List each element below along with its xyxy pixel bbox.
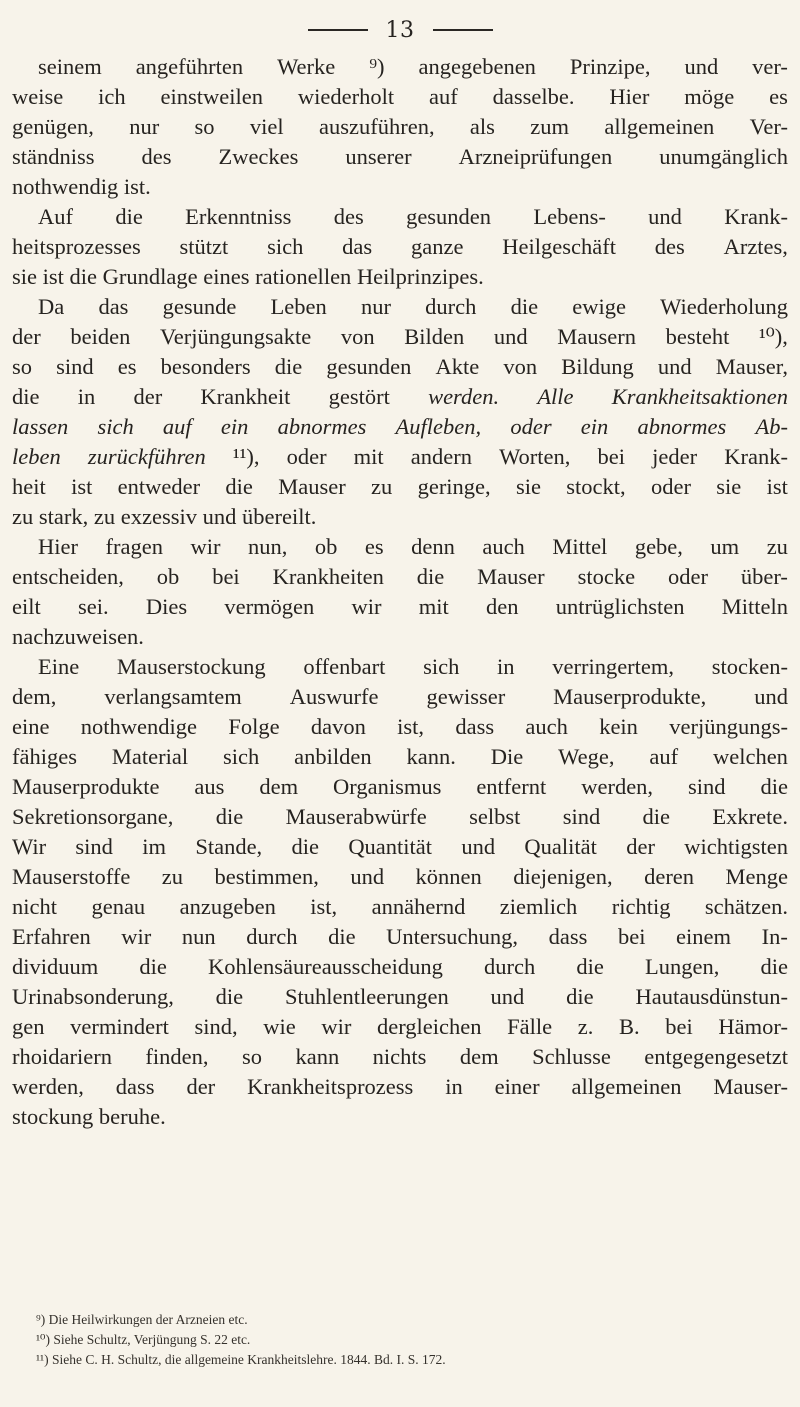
text-line: fähiges Material sich anbilden kann. Die Wege, auf welchen [12, 744, 788, 769]
text-line: dividuum die Kohlensäureausscheidung durch die Lungen, die [12, 954, 788, 979]
text-line: rhoidariern finden, so kann nichts dem Schlusse entgegengesetzt [12, 1044, 788, 1069]
text-line: Erfahren wir nun durch die Untersuchung, dass bei einem In- [12, 924, 788, 949]
footnote: ¹⁰) Siehe Schultz, Verjüngung S. 22 etc. [36, 1332, 251, 1347]
text-line: eine nothwendige Folge davon ist, dass auch kein verjüngungs- [12, 714, 788, 739]
text-line: Sekretionsorgane, die Mauserabwürfe selbst sind die Exkrete. [12, 804, 788, 829]
text-line: leben zurückführen ¹¹), oder mit andern Worten, bei jeder Krank- [12, 444, 788, 469]
text-line: weise ich einstweilen wiederholt auf dasselbe. Hier möge es [12, 84, 788, 109]
text-line: genügen, nur so viel auszuführen, als zum allgemeinen Ver- [12, 114, 788, 139]
text-line: der beiden Verjüngungsakte von Bilden und Mausern besteht ¹⁰), [12, 324, 788, 349]
text-line: nachzuweisen. [12, 624, 144, 649]
text-line: Eine Mauserstockung offenbart sich in verringertem, stocken- [38, 654, 788, 679]
text-line: nothwendig ist. [12, 174, 151, 199]
text-line: gen vermindert sind, wie wir dergleichen Fälle z. B. bei Hämor- [12, 1014, 788, 1039]
text-line: Mauserprodukte aus dem Organismus entfernt werden, sind die [12, 774, 788, 799]
text-line: entscheiden, ob bei Krankheiten die Mauser stocke oder über- [12, 564, 788, 589]
footnotes [36, 1310, 776, 1370]
text-line: Urinabsonderung, die Stuhlentleerungen und die Hautausdünstun- [12, 984, 788, 1009]
text-line: Auf die Erkenntniss des gesunden Lebens- und Krank- [38, 204, 788, 229]
text-line: werden, dass der Krankheitsprozess in einer allgemeinen Mauser- [12, 1074, 788, 1099]
text-line: zu stark, zu exzessiv und übereilt. [12, 504, 317, 529]
text-line: ständniss des Zweckes unserer Arzneiprüfungen unumgänglich [12, 144, 788, 169]
text-line: lassen sich auf ein abnormes Aufleben, oder ein abnormes Ab- [12, 414, 788, 439]
text-line: stockung beruhe. [12, 1104, 166, 1129]
page-header [0, 12, 800, 48]
text-line: Da das gesunde Leben nur durch die ewige Wiederholung [38, 294, 788, 319]
text-line: eilt sei. Dies vermögen wir mit den untrüglichsten Mitteln [12, 594, 788, 619]
page-number: 13 [385, 17, 415, 43]
text-line: heitsprozesses stützt sich das ganze Heilgeschäft des Arztes, [12, 234, 788, 259]
body-text [12, 52, 788, 1132]
footnote: ¹¹) Siehe C. H. Schultz, die allgemeine Krankheitslehre. 1844. Bd. I. S. 172. [36, 1352, 446, 1367]
text-line: die in der Krankheit gestört werden. Alle Krankheitsaktionen [12, 384, 788, 409]
text-line: seinem angeführten Werke ⁹) angegebenen Prinzipe, und ver- [38, 54, 788, 79]
text-line: nicht genau anzugeben ist, annähernd ziemlich richtig schätzen. [12, 894, 788, 919]
text-line: dem, verlangsamtem Auswurfe gewisser Mauserprodukte, und [12, 684, 788, 709]
text-line: Hier fragen wir nun, ob es denn auch Mittel gebe, um zu [38, 534, 788, 559]
header-rule-left [308, 29, 368, 31]
text-line: heit ist entweder die Mauser zu geringe, sie stockt, oder sie ist [12, 474, 788, 499]
text-line: Wir sind im Stande, die Quantität und Qualität der wichtigsten [12, 834, 788, 859]
header-rule-right [433, 29, 493, 31]
footnote: ⁹) Die Heilwirkungen der Arzneien etc. [36, 1312, 248, 1327]
text-line: so sind es besonders die gesunden Akte von Bildung und Mauser, [12, 354, 788, 379]
text-line: Mauserstoffe zu bestimmen, und können diejenigen, deren Menge [12, 864, 788, 889]
text-line: sie ist die Grundlage eines rationellen Heilprinzipes. [12, 264, 484, 289]
